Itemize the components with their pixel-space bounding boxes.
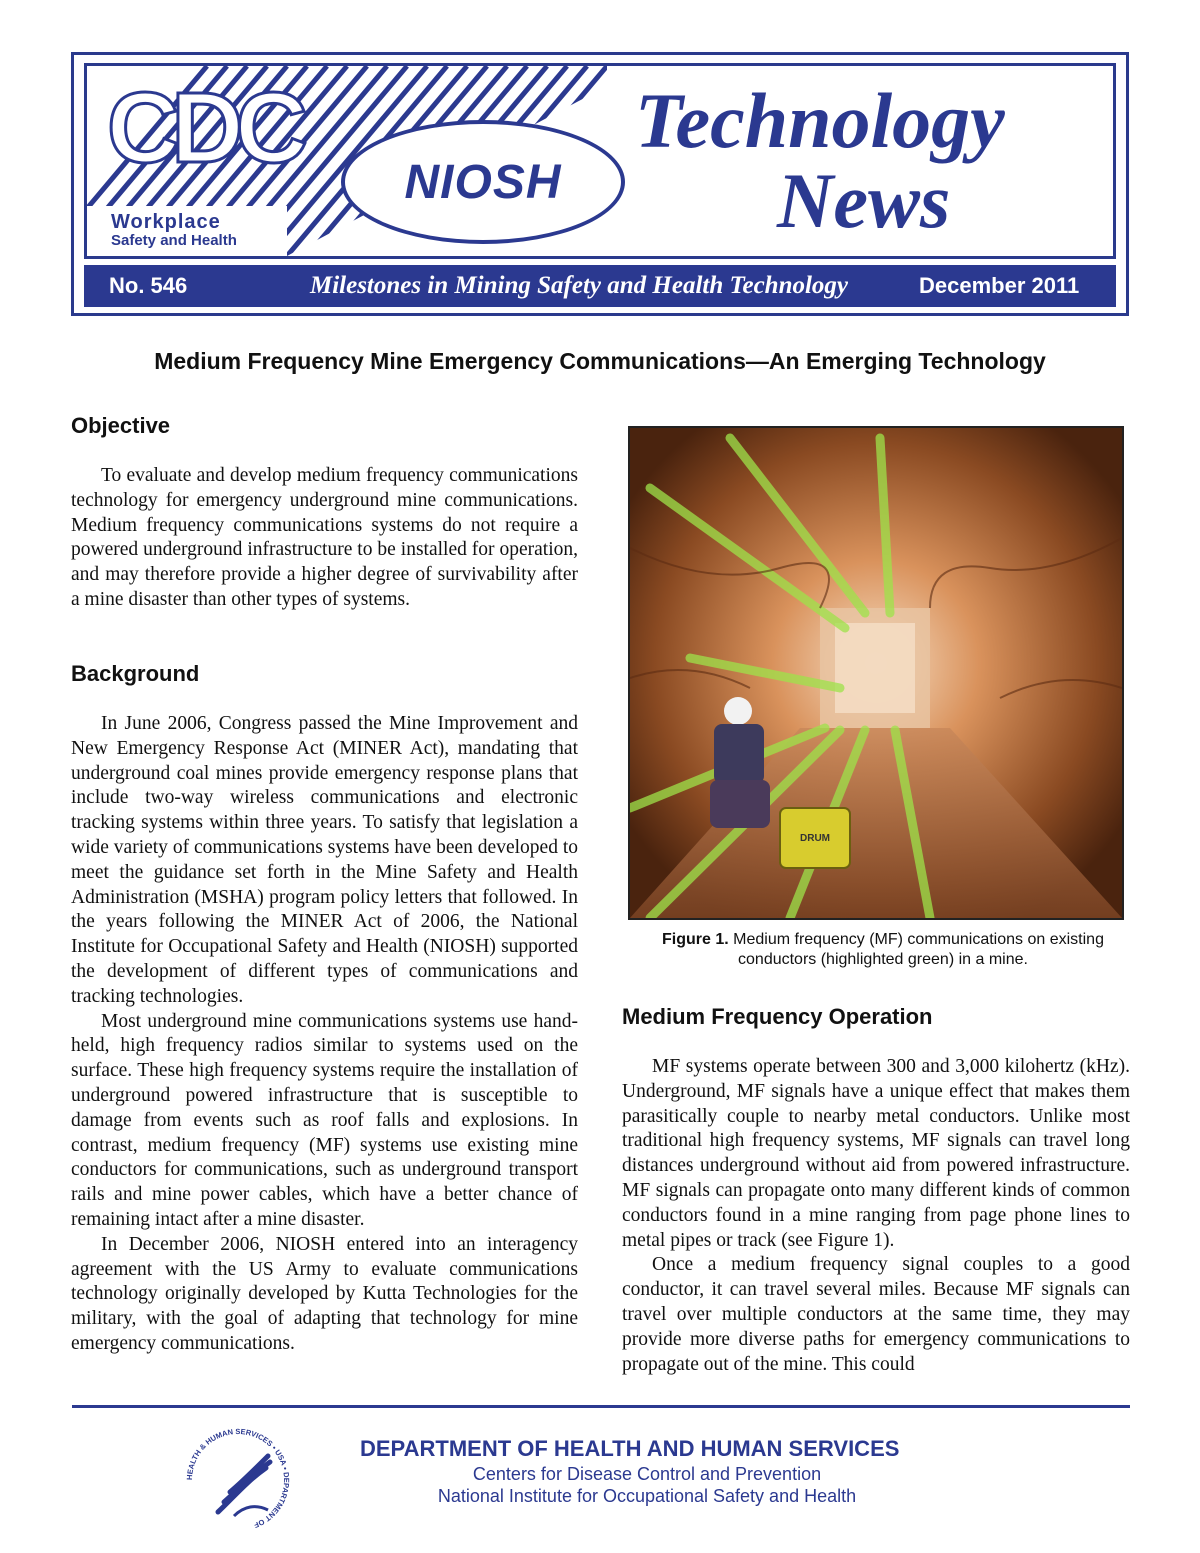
heading-background: Background (71, 661, 200, 686)
niosh-full-name: National Institute for Occupational Safety and Health (437, 1486, 857, 1506)
figure-1-mine-image (628, 426, 1124, 920)
article-title: Medium Frequency Mine Emergency Communications—An Emerging Technology (154, 348, 1046, 374)
issue-band (84, 265, 1116, 307)
niosh-logo (341, 120, 625, 244)
mf-paragraph-2: Once a medium frequency signal couples to a good conductor, it can travel several miles. Because MF signals can travel over multiple conductors at the same time, they may provide more diverse paths for emergency communications to propagate out of the mine. This could (622, 1254, 1130, 1375)
svg-text:HEALTH & HUMAN SERVICES • USA (185, 1427, 291, 1530)
cdc-logo-text: CDC (107, 72, 300, 184)
mf-paragraph-1: MF systems operate between 300 and 3,000 kilohertz (kHz). Underground, MF signals have a unique effect that makes them parasitically couple to nearby metal conductors. Unlike most traditional high frequency systems, MF signals can travel long distances underground without aid from powered infrastructure. MF signals can propagate onto many different kinds of common conductors found in a mine ranging from page phone lines to metal pipes or track (see Figure 1). (622, 1056, 1130, 1251)
newsletter-title-news: News (777, 157, 951, 244)
heading-objective: Objective (71, 413, 171, 438)
figure-1-caption (628, 930, 1138, 970)
workplace-safety-tagline (111, 212, 237, 249)
mine-tunnel-illustration (630, 428, 1122, 918)
tagline-safety-health: Safety and Health (111, 232, 237, 249)
masthead-banner (84, 63, 1116, 259)
seal-ring-text: HEALTH & HUMAN SERVICES • USA • DEPARTMENT OF (184, 1426, 292, 1530)
background-paragraph-1: In June 2006, Congress passed the Mine Improvement and New Emergency Response Act (MINER Act), mandating that underground coal mines provide emergency response plans that include two-way wireless communications and electronic tracking systems within three years. To satisfy that legislation a wide variety of communications systems have been developed to meet the guidance set forth in the Mine Safety and Health Administration (MSHA) program policy letters that followed. In the years following the MINER Act of 2006, the National Institute for Occupational Safety and Health (NIOSH) supported the development of different types of communications and tracking technologies. (71, 713, 578, 1007)
footer-divider (72, 1405, 1130, 1408)
heading-mf-operation: Medium Frequency Operation (622, 1004, 933, 1029)
agency-names (360, 1463, 934, 1507)
series-title: Milestones in Mining Safety and Health Technology (309, 272, 849, 299)
figure-label: Figure 1. (662, 931, 729, 948)
objective-paragraph: To evaluate and develop medium frequency communications technology for emergency underground mine communications. Medium frequency communications systems do not require a powered underground infrastructure to be installed for operation, and may therefore provide a higher degree of survivability after a mine disaster than other types of systems. (71, 465, 578, 610)
background-paragraph-2: Most underground mine communications systems use hand-held, high frequency radios similar to systems used on the surface. These high frequency systems require the installation of underground powered infrastructure that is susceptible to damage from events such as roof falls and explosions. In contrast, medium frequency (MF) systems use existing mine conductors for communications, such as underground transport rails and mine power cables, which have a better chance of remaining intact after a mine disaster. (71, 1010, 578, 1230)
device-label: DRUM (800, 833, 830, 844)
masthead (71, 52, 1129, 316)
cdc-full-name: Centers for Disease Control and Prevention (472, 1464, 822, 1484)
mf-operation-text (622, 1055, 1130, 1377)
newsletter-title-technology: Technology (635, 77, 1005, 164)
figure-caption-text: Medium frequency (MF) communications on existing conductors (highlighted green) in a mine. (733, 931, 1104, 968)
radio-device (780, 808, 850, 868)
objective-text (71, 464, 578, 613)
tagline-workplace: Workplace (111, 211, 221, 233)
background-paragraph-3: In December 2006, NIOSH entered into an interagency agreement with the US Army to evaluate communications technology originally developed by Kutta Technologies for the military, with the goal of adapting that technology for mine emergency communications. (71, 1233, 578, 1354)
department-name: DEPARTMENT OF HEALTH AND HUMAN SERVICES (360, 1436, 900, 1461)
hhs-seal-icon (178, 1420, 298, 1540)
issue-date: December 2011 (919, 273, 1080, 298)
issue-number: No. 546 (109, 273, 188, 298)
background-text (71, 712, 578, 1357)
niosh-logo-text: NIOSH (404, 155, 562, 209)
